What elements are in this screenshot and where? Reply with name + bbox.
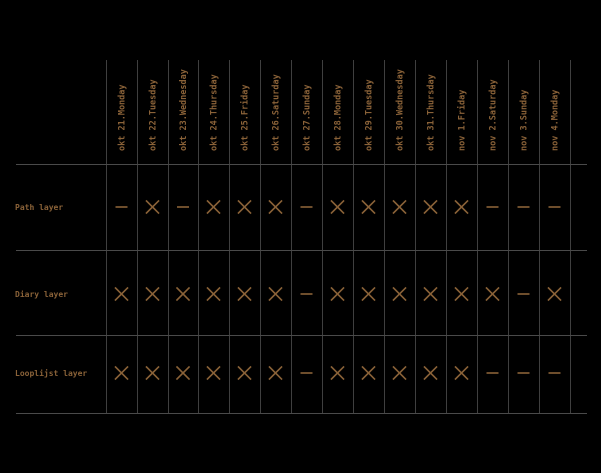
date-header-label: okt 28.Monday: [333, 84, 344, 151]
x-mark-icon: [363, 367, 375, 379]
x-mark-icon: [394, 367, 406, 379]
x-mark-icon: [456, 288, 468, 300]
date-header-label: okt 29.Tuesday: [364, 79, 375, 151]
x-mark-icon: [147, 367, 159, 379]
date-header-label: nov 2.Saturday: [488, 79, 499, 151]
date-header-label: nov 4.Monday: [550, 89, 561, 151]
x-mark-icon: [425, 201, 437, 213]
x-mark-icon: [239, 201, 251, 213]
x-mark-icon: [270, 201, 282, 213]
date-header-label: okt 23.Wednesday: [179, 69, 189, 151]
date-header-label: okt 31.Thursday: [426, 74, 437, 151]
x-mark-icon: [394, 288, 406, 300]
x-mark-icon: [208, 367, 220, 379]
row-labels: [15, 203, 87, 378]
row-label: Path layer: [15, 203, 64, 212]
date-header-label: okt 22.Tuesday: [148, 79, 159, 151]
x-mark-icon: [394, 201, 406, 213]
x-mark-icon: [332, 367, 344, 379]
row-label: Diary layer: [15, 290, 68, 299]
row-dividers: [16, 165, 587, 414]
date-header-label: nov 3.Sunday: [519, 89, 530, 151]
x-mark-icon: [147, 201, 159, 213]
x-mark-icon: [270, 367, 282, 379]
x-mark-icon: [116, 288, 128, 300]
x-mark-icon: [270, 288, 282, 300]
date-header-label: okt 24.Thursday: [209, 74, 220, 151]
date-header: [118, 69, 561, 151]
x-mark-icon: [363, 288, 375, 300]
x-mark-icon: [208, 201, 220, 213]
x-mark-icon: [487, 288, 499, 300]
x-mark-icon: [332, 201, 344, 213]
x-mark-icon: [456, 367, 468, 379]
x-mark-icon: [456, 201, 468, 213]
x-mark-icon: [177, 367, 189, 379]
x-mark-icon: [425, 288, 437, 300]
x-mark-icon: [239, 367, 251, 379]
date-header-label: okt 26.Saturday: [271, 74, 282, 151]
x-mark-icon: [425, 367, 437, 379]
status-marks: [116, 201, 561, 379]
date-header-label: okt 27.Sunday: [302, 84, 313, 151]
date-header-label: okt 25.Friday: [240, 84, 251, 151]
x-mark-icon: [147, 288, 159, 300]
x-mark-icon: [332, 288, 344, 300]
x-mark-icon: [549, 288, 561, 300]
date-header-label: okt 21.Monday: [117, 84, 128, 151]
x-mark-icon: [208, 288, 220, 300]
row-label: Looplijst layer: [15, 369, 88, 378]
date-header-label: okt 30.Wednesday: [395, 69, 406, 151]
x-mark-icon: [177, 288, 189, 300]
date-header-label: nov 1.Friday: [457, 89, 468, 151]
x-mark-icon: [363, 201, 375, 213]
x-mark-icon: [239, 288, 251, 300]
x-mark-icon: [116, 367, 128, 379]
